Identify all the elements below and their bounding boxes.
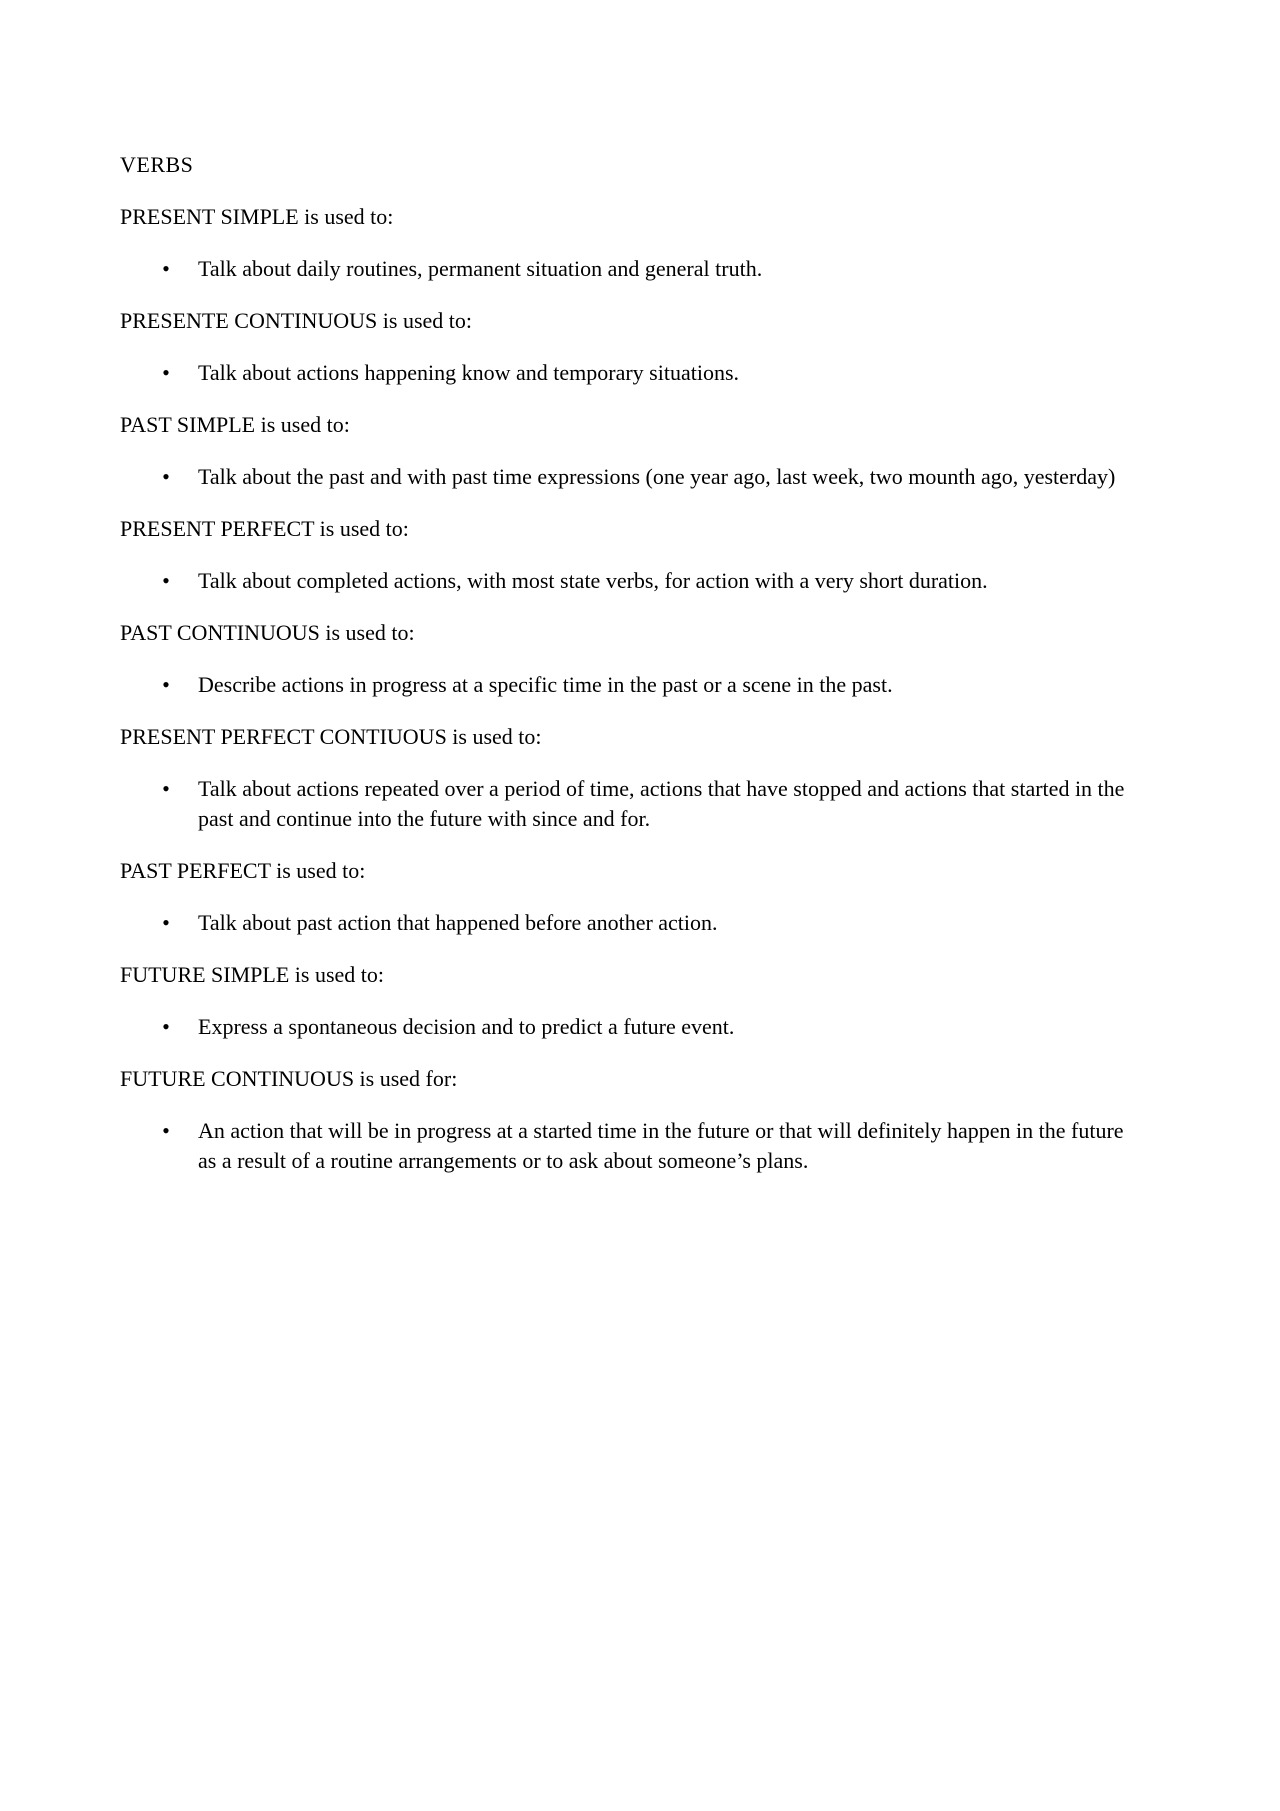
bullet-icon: •	[162, 360, 170, 385]
list-item	[120, 1116, 1140, 1176]
section-future-simple	[120, 960, 1140, 1042]
section-past-simple	[120, 410, 1140, 492]
bullet-icon: •	[162, 1014, 170, 1039]
section-heading: FUTURE SIMPLE is used to:	[120, 962, 385, 987]
bullet-icon: •	[162, 256, 170, 281]
bullet-text: Talk about the past and with past time expressions (one year ago, last week, two mounth ago, yesterday)	[198, 464, 1116, 489]
section-present-continuous	[120, 306, 1140, 388]
bullet-icon: •	[162, 910, 170, 935]
section-past-perfect	[120, 856, 1140, 938]
section-heading: PRESENTE CONTINUOUS is used to:	[120, 308, 473, 333]
section-present-perfect-continuous	[120, 722, 1140, 834]
bullet-icon: •	[162, 464, 170, 489]
list-item	[120, 1012, 1140, 1042]
section-heading: PAST CONTINUOUS is used to:	[120, 620, 415, 645]
bullet-list	[120, 774, 1140, 834]
bullet-list	[120, 670, 1140, 700]
list-item	[120, 774, 1140, 834]
bullet-text: Describe actions in progress at a specific time in the past or a scene in the past.	[198, 672, 893, 697]
bullet-list	[120, 1116, 1140, 1176]
bullet-icon: •	[162, 1118, 170, 1143]
bullet-icon: •	[162, 776, 170, 801]
list-item	[120, 908, 1140, 938]
bullet-list	[120, 566, 1140, 596]
bullet-text: Talk about past action that happened before another action.	[198, 910, 718, 935]
bullet-list	[120, 358, 1140, 388]
bullet-text: Talk about actions happening know and temporary situations.	[198, 360, 740, 385]
document-title: VERBS	[120, 152, 194, 177]
bullet-text: Talk about actions repeated over a period of time, actions that have stopped and actions that started in the past and continue into the future with since and for.	[198, 776, 1125, 831]
list-item	[120, 358, 1140, 388]
bullet-text: An action that will be in progress at a started time in the future or that will definitely happen in the future as a result of a routine arrangements or to ask about someone’s plans.	[198, 1118, 1124, 1173]
bullet-text: Talk about daily routines, permanent situation and general truth.	[198, 256, 763, 281]
section-heading: PRESENT PERFECT is used to:	[120, 516, 409, 541]
section-past-continuous	[120, 618, 1140, 700]
bullet-icon: •	[162, 568, 170, 593]
section-heading: PRESENT SIMPLE is used to:	[120, 204, 394, 229]
bullet-text: Express a spontaneous decision and to predict a future event.	[198, 1014, 735, 1039]
list-item	[120, 254, 1140, 284]
list-item	[120, 670, 1140, 700]
section-heading: PRESENT PERFECT CONTIUOUS is used to:	[120, 724, 542, 749]
section-heading: PAST PERFECT is used to:	[120, 858, 366, 883]
bullet-list	[120, 1012, 1140, 1042]
bullet-list	[120, 908, 1140, 938]
document-body	[120, 150, 1140, 1198]
section-heading: FUTURE CONTINUOUS is used for:	[120, 1066, 458, 1091]
section-present-simple	[120, 202, 1140, 284]
bullet-list	[120, 462, 1140, 492]
section-present-perfect	[120, 514, 1140, 596]
bullet-text: Talk about completed actions, with most state verbs, for action with a very short duration.	[198, 568, 988, 593]
list-item	[120, 462, 1140, 492]
section-heading: PAST SIMPLE is used to:	[120, 412, 350, 437]
bullet-icon: •	[162, 672, 170, 697]
bullet-list	[120, 254, 1140, 284]
list-item	[120, 566, 1140, 596]
section-future-continuous	[120, 1064, 1140, 1176]
